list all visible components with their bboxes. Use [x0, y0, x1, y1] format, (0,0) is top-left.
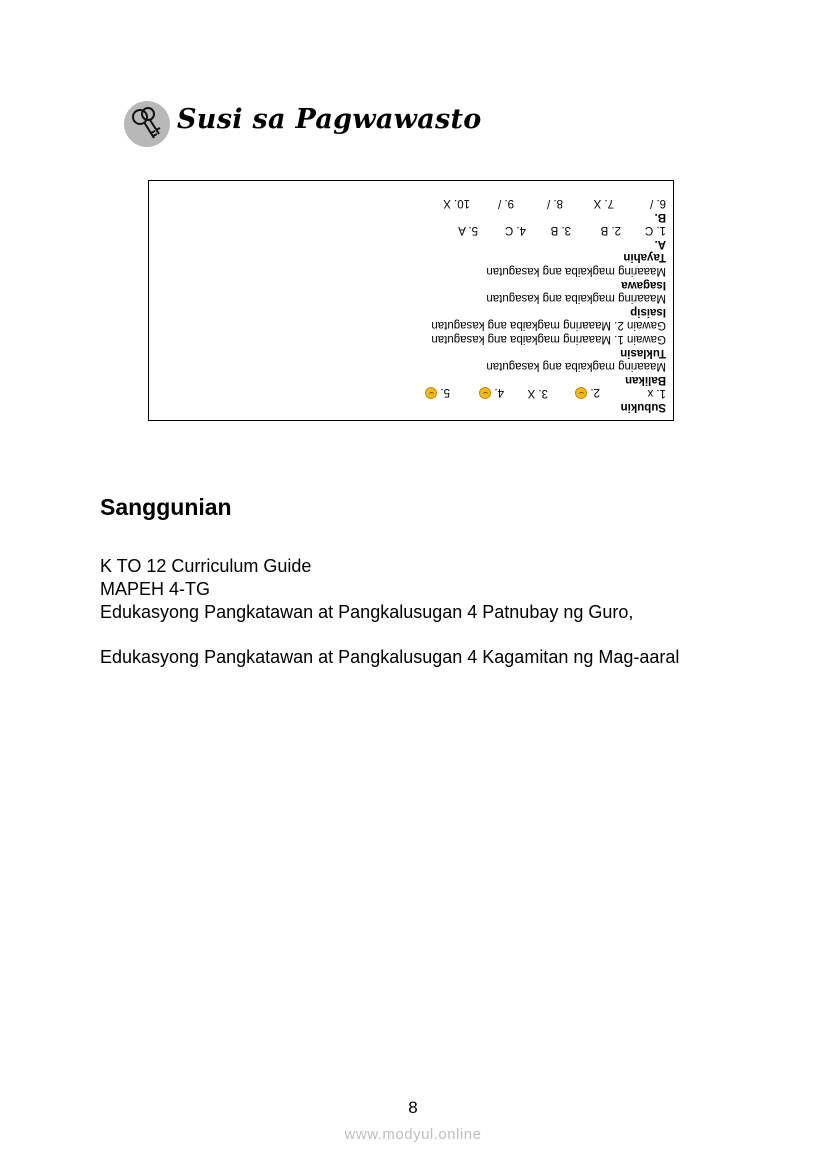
tayahin-b-item-8: 8. /: [547, 197, 563, 210]
references-heading: Sanggunian: [100, 494, 232, 520]
subukin-answers: [431, 386, 666, 400]
answer-key-box: [148, 180, 674, 421]
tayahin-a-item-4: 4. C: [504, 224, 526, 237]
isaisip-answer: Maaaring magkaiba ang kasagutan: [486, 292, 666, 305]
watermark: www.modyul.online: [344, 1126, 482, 1143]
isagawa-heading: Isagawa: [621, 278, 666, 291]
tayahin-b-item-7: 7. X: [593, 197, 614, 210]
tayahin-part-b-answers: [431, 196, 666, 210]
subukin-item-2: 2.: [575, 385, 600, 400]
smiley-icon: [575, 387, 587, 399]
smiley-icon: [479, 387, 491, 399]
isaisip-heading: Isaisip: [630, 305, 666, 318]
subukin-item-1: 1. x: [647, 387, 666, 400]
tayahin-a-item-3: 3. B: [550, 224, 571, 237]
tayahin-a-item-1: 1. C: [644, 224, 666, 237]
balikan-heading: Balikan: [625, 373, 666, 386]
subukin-item-5: 5.: [425, 385, 450, 400]
tuklasin-heading: Tuklasin: [620, 346, 666, 359]
reference-item-4: Edukasyong Pangkatawan at Pangkalusugan 4 Kagamitan ng Mag-aaral: [100, 647, 680, 667]
tayahin-part-a-answers: [431, 223, 666, 237]
answer-key-rotated: [149, 181, 673, 420]
tayahin-a-item-5: 5. A: [458, 224, 478, 237]
balikan-answer: Maaaring magkaiba ang kasagutan: [486, 360, 666, 373]
tayahin-part-a-label: A.: [654, 237, 666, 250]
tayahin-heading: Tayahin: [623, 251, 666, 264]
tayahin-b-item-9: 9. /: [498, 197, 514, 210]
subukin-heading: Subukin: [620, 401, 666, 413]
reference-item-2: MAPEH 4-TG: [100, 579, 211, 599]
subukin-item-4: 4.: [479, 385, 504, 400]
reference-item-1: K TO 12 Curriculum Guide: [100, 556, 312, 576]
isagawa-answer: Maaaring magkaiba ang kasagutan: [486, 265, 666, 278]
keys-icon: [124, 101, 170, 147]
tayahin-b-item-6: 6. /: [650, 197, 666, 210]
tayahin-a-item-2: 2. B: [600, 224, 621, 237]
tuklasin-answer-1: Gawain 1. Maaaring magkaiba ang kasagutan: [431, 333, 666, 346]
page-number: 8: [408, 1098, 418, 1117]
smiley-icon: [425, 387, 437, 399]
subukin-item-3: 3. X: [527, 387, 548, 400]
reference-item-3: Edukasyong Pangkatawan at Pangkalusugan 4 Patnubay ng Guro,: [100, 602, 634, 622]
tuklasin-answer-2: Gawain 2. Maaaring magkaiba ang kasagutan: [431, 319, 666, 332]
page-title: Susi sa Pagwawasto: [177, 104, 482, 135]
tayahin-b-item-10: 10. X: [443, 197, 470, 210]
tayahin-part-b-label: B.: [654, 210, 666, 223]
